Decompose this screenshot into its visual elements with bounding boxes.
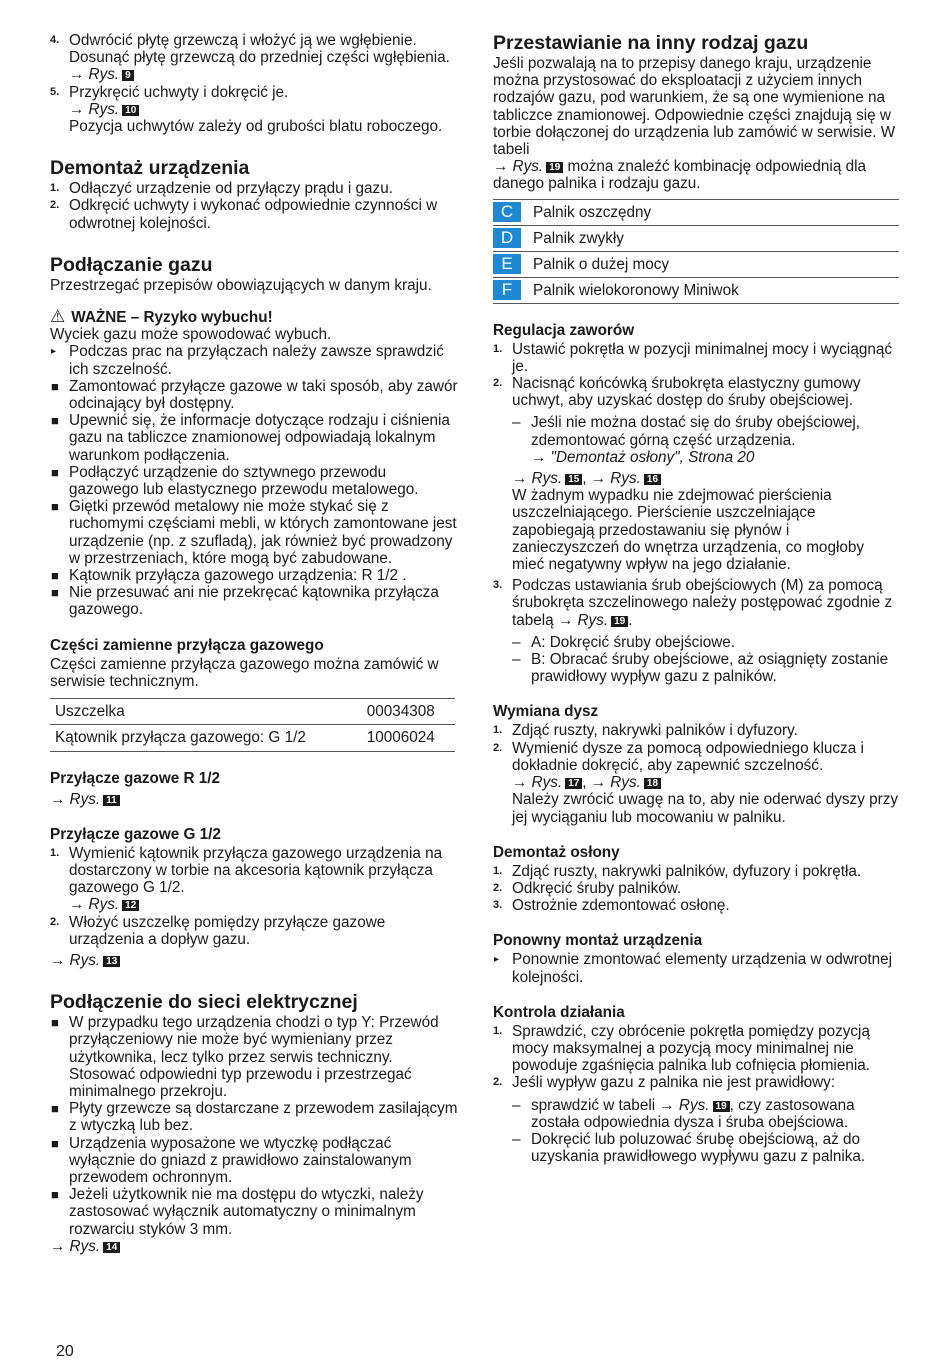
step-note: Pozycja uchwytów zależy od grubości blatu roboczego. (69, 118, 443, 136)
list-item (50, 464, 458, 498)
table-cell: Uszczelka (50, 699, 362, 725)
list-item (50, 498, 458, 567)
subsection-heading: Wymiana dysz (493, 703, 599, 721)
burner-name: Palnik oszczędny (533, 203, 652, 221)
figure-badge: 19 (546, 162, 563, 173)
note-text: W żadnym wypadku nie zdejmować pierścienia uszczelniającego. Pierścienie uszczelniające zapobiegają przedostawaniu się płynów i zanieczyszczeń do wnętrza urządzenia, co mogłoby mieć negatywny wpływ na jego działanie. (512, 487, 865, 574)
figure-badge: 13 (103, 956, 120, 967)
burner-letter: E (493, 254, 521, 274)
item-text: A: Dokręcić śruby obejściowe. (531, 633, 736, 651)
list-item (493, 863, 899, 880)
list-item (493, 341, 899, 375)
warning-heading (50, 308, 458, 326)
table-row (50, 699, 455, 725)
section-heading: Podłączanie gazu (50, 253, 213, 276)
step-number: 1. (493, 1024, 503, 1037)
arrow-bullet-icon: ▸ (494, 954, 500, 966)
cross-ref: → "Demontaż osłony", Strona 20 (531, 448, 755, 466)
figure-ref: → Rys. (50, 951, 101, 969)
burner-letter: C (493, 202, 521, 222)
warning-icon: ⚠ (50, 307, 66, 327)
step-number: 2. (50, 199, 60, 212)
spare-parts-table (50, 698, 455, 751)
list-item (50, 343, 458, 377)
figure-ref: → Rys. (512, 470, 563, 488)
step-number: 1. (50, 182, 60, 195)
figure-badge: 16 (644, 474, 661, 485)
list-item (50, 1135, 458, 1187)
item-text: Podłączyć urządzenie do sztywnego przewodu gazowego lub elastycznego przewodu metalowego. (69, 463, 419, 499)
figure-badge: 12 (122, 900, 139, 911)
step-number: 5. (50, 85, 60, 98)
arrow-bullet-icon: ▸ (51, 346, 57, 358)
list-item (493, 951, 899, 985)
figure-badge: 11 (103, 795, 120, 806)
table-cell (493, 251, 899, 277)
list-item (50, 584, 458, 618)
square-bullet-icon: ■ (51, 585, 59, 601)
table-row (50, 725, 455, 751)
figure-ref: → Rys. (50, 1237, 101, 1255)
list-item (493, 880, 899, 897)
step-number: 2. (50, 915, 60, 928)
step-text: Ustawić pokrętła w pozycji minimalnej mocy i wyciągnąć je. (512, 340, 892, 375)
table-row (493, 225, 899, 251)
step-text: Odłączyć urządzenie od przyłączy prądu i gazu. (69, 180, 393, 198)
list-item (493, 1023, 899, 1075)
list-item (50, 180, 458, 197)
figure-badge: 14 (103, 1242, 120, 1253)
figure-ref: → Rys. (50, 790, 101, 808)
figure-ref-line (50, 952, 458, 969)
subsection-heading: Przyłącze gazowe G 1/2 (50, 825, 221, 843)
step-text: Odkręcić śruby palników. (512, 879, 682, 897)
step-text: Nacisnąć końcówką śrubokręta elastyczny gumowy uchwyt, aby uzyskać dostęp do śruby obejściowej. (512, 375, 861, 410)
step-number: 3. (493, 899, 503, 912)
list-item: 3. Podczas ustawiania śrub obejściowych (M) za pomocą śrubokręta szczelinowego należy postępować zgodnie z tabelą → Rys. 19 . (493, 577, 893, 629)
table-cell: 10006024 (362, 725, 455, 751)
step-text: Zdjąć ruszty, nakrywki palników, dyfuzory i pokrętła. (512, 862, 862, 880)
section-heading: Podłączenie do sieci elektrycznej (50, 991, 358, 1014)
item-text: Urządzenia wyposażone we wtyczkę podłączać wyłącznie do gniazd z prawidłowo zainstalowanym przewodem ochronnym. (69, 1134, 412, 1186)
table-cell: 00034308 (362, 699, 455, 725)
step-text: Wymienić dysze za pomocą odpowiedniego klucza i dokładnie dokręcić, aby zapewnić szczelność. (512, 739, 864, 774)
paragraph-text: Jeśli pozwalają na to przepisy danego kraju, urządzenie można przystosować do eksploatacji z użyciem innych rodzajów gazu, pod warunkiem, że są one wymienione na tabliczce znamionowej. Odpowiednie części znajdują się w torbie dołączonej do urządzenia lub zamówić w serwisie. W tabeli (493, 55, 896, 159)
item-text: sprawdzić w tabeli (531, 1096, 656, 1114)
list-item (50, 32, 458, 84)
figure-ref: → Rys. (659, 1096, 710, 1114)
subsection-heading: Ponowny montaż urządzenia (493, 932, 703, 950)
list-item (493, 897, 899, 914)
dash-marker: – (512, 633, 521, 651)
warning-text: Wyciek gazu może spowodować wybuch. (50, 326, 332, 344)
item-text: , czy zastosowana została odpowiednia dysza i śruba obejściowa. (531, 1096, 855, 1131)
square-bullet-icon: ■ (51, 413, 59, 429)
step-text: Jeśli wypływ gazu z palnika nie jest prawidłowy: (512, 1074, 836, 1092)
item-text: Ponownie zmontować elementy urządzenia w odwrotnej kolejności. (512, 951, 893, 986)
list-item (493, 722, 899, 739)
step-text: Przykręcić uchwyty i dokręcić je. (69, 83, 289, 101)
table-row (493, 277, 899, 303)
figure-badge: 18 (644, 778, 661, 789)
subsection-heading: Części zamienne przyłącza gazowego (50, 636, 324, 654)
section-heading: Przestawianie na inny rodzaj gazu (493, 32, 809, 54)
list-item (50, 1100, 458, 1134)
step-text: Odkręcić uchwyty i wykonać odpowiednie czynności w odwrotnej kolejności. (69, 197, 438, 232)
item-text: Kątownik przyłącza gazowego urządzenia: R 1/2 . (69, 567, 407, 585)
square-bullet-icon: ■ (51, 1015, 59, 1031)
square-bullet-icon: ■ (51, 1187, 59, 1203)
list-item (50, 567, 458, 584)
figure-ref-line (50, 1238, 458, 1255)
figure-ref: → Rys. (512, 774, 563, 792)
figure-ref: → Rys. (69, 66, 120, 84)
step-number: 1. (493, 724, 503, 737)
step-number: 2. (493, 741, 503, 754)
list-item (50, 914, 458, 948)
dash-marker: – (512, 414, 521, 432)
table-cell (493, 225, 899, 251)
section-heading: Demontaż urządzenia (50, 157, 250, 180)
item-text: Płyty grzewcze są dostarczane z przewodem zasilającym z wtyczką lub bez. (69, 1100, 458, 1135)
item-text: W przypadku tego urządzenia chodzi o typ Y: Przewód przyłączeniowy nie może być wymieniany przez użytkownika, lecz tylko przez serwis techniczny. Stosować odpowiedni typ przewodu i przestrzegać minimalnego przekroju. (69, 1014, 439, 1100)
item-text: Upewnić się, że informacje dotyczące rodzaju i ciśnienia gazu na tabliczce znamionowej odpowiadają lokalnym warunkom podłączenia. (69, 412, 450, 464)
figure-ref: → Rys. (590, 470, 641, 488)
step-text: Podczas ustawiania śrub obejściowych (M) za pomocą śrubokręta szczelinowego należy postępować zgodnie z tabelą (512, 577, 893, 629)
step-number: 1. (493, 342, 503, 355)
page-number: 20 (56, 1343, 74, 1360)
figure-badge: 19 (611, 616, 628, 627)
figure-ref: → Rys. (69, 100, 120, 118)
item-text: Zamontować przyłącze gazowe w taki sposób, aby zawór odcinający był dostępny. (69, 377, 458, 413)
paragraph: Części zamienne przyłącza gazowego można zamówić w serwisie technicznym. (50, 655, 439, 690)
step-number: 2. (493, 881, 503, 894)
item-text: Dokręcić lub poluzować śrubę obejściową, aż do uzyskania prawidłowego wypływu gazu z palnika. (531, 1130, 866, 1166)
left-column (50, 32, 458, 1255)
figure-ref: → Rys. (557, 611, 609, 629)
step-text: Wymienić kątownik przyłącza gazowego urządzenia na dostarczony w torbie na akcesoria kątownik przyłącza gazowego G 1/2. (69, 844, 443, 897)
table-cell (493, 199, 899, 225)
dash-item (493, 1131, 899, 1165)
item-text: Jeśli nie można dostać się do śruby obejściowej, zdemontować górną część urządzenia. (531, 414, 861, 449)
step-number: 2. (493, 1076, 503, 1089)
step-text: Włożyć uszczelkę pomiędzy przyłącze gazowe urządzenia a dopływ gazu. (69, 913, 386, 948)
figure-badge: 17 (565, 778, 582, 789)
dash-item (493, 414, 899, 466)
list-item (50, 378, 458, 412)
subsection-heading: Demontaż osłony (493, 843, 620, 861)
burner-name: Palnik wielokoronowy Miniwok (533, 281, 739, 299)
warning-title: WAŻNE – Ryzyko wybuchu! (71, 309, 273, 327)
right-column (493, 32, 899, 1165)
burner-table (493, 199, 899, 304)
step-text: Sprawdzić, czy obrócenie pokrętła pomiędzy pozycją mocy maksymalnej a pozycją mocy minimalnej nie powoduje zgaśnięcia palnika lub cofnięcia płomienia. (512, 1022, 871, 1075)
step-number: 4. (50, 34, 60, 46)
step-text: Zdjąć ruszty, nakrywki palników i dyfuzory. (512, 722, 798, 740)
item-text: B: Obracać śruby obejściowe, aż osiągnięty zostanie prawidłowy wypływ gazu z palników. (531, 651, 889, 686)
figure-badge: 19 (713, 1101, 730, 1112)
list-item: 2. Wymienić dysze za pomocą odpowiedniego klucza i dokładnie dokręcić, aby zapewnić szczelność. → Rys. 17 , → Rys. 18 Należy zwrócić uwagę na to, aby nie oderwać dyszy przy jej wyciąganiu lub mocowaniu w palniku. (493, 739, 898, 826)
step-number: 2. (493, 377, 503, 390)
burner-letter: F (493, 280, 521, 300)
figure-badge: 9 (122, 70, 134, 81)
figure-badge: 10 (122, 105, 139, 116)
square-bullet-icon: ■ (51, 464, 59, 480)
square-bullet-icon: ■ (51, 1135, 59, 1151)
item-text: Podczas prac na przyłączach należy zawsze sprawdzić ich szczelność. (69, 343, 444, 378)
subsection-heading: Regulacja zaworów (493, 321, 635, 339)
burner-name: Palnik zwykły (533, 229, 624, 247)
list-item (50, 412, 458, 464)
figure-ref: → Rys. (69, 896, 120, 914)
square-bullet-icon: ■ (51, 1101, 59, 1117)
list-item (493, 1074, 899, 1091)
figure-ref-line: → Rys. 15 , → Rys. 16 W żadnym wypadku nie zdejmować pierścienia uszczelniającego. Pierścienie uszczelniające zapobiegają przedostawaniu się płynów i zanieczyszczeń do wnętrza urządzenia, co mogłoby mieć negatywny wpływ na jego działanie. (512, 470, 865, 574)
dash-marker: – (512, 1096, 521, 1114)
step-number: 3. (493, 579, 503, 592)
paragraph: Przestrzegać przepisów obowiązujących w danym kraju. (50, 276, 432, 294)
dash-marker: – (512, 1130, 521, 1148)
subsection-heading: Kontrola działania (493, 1003, 625, 1021)
table-cell: Kątownik przyłącza gazowego: G 1/2 (50, 725, 362, 751)
step-text: Ostrożnie zdemontować osłonę. (512, 897, 730, 915)
step-number: 1. (50, 846, 60, 859)
burner-name: Palnik o dużej mocy (533, 255, 670, 273)
step-text: Odwrócić płytę grzewczą i włożyć ją we wgłębienie. Dosunąć płytę grzewczą do przedniej części wgłębienia. (69, 32, 450, 67)
paragraph (493, 55, 899, 193)
paragraph-text: można znaleźć kombinację odpowiednią dla danego palnika i rodzaju gazu. (493, 158, 866, 193)
list-item (50, 1014, 458, 1100)
dash-item (493, 634, 899, 651)
figure-badge: 15 (565, 474, 582, 485)
burner-letter: D (493, 228, 521, 248)
square-bullet-icon: ■ (51, 568, 59, 584)
list-item (50, 1186, 458, 1238)
figure-ref: → Rys. (493, 158, 544, 176)
list-item (50, 845, 458, 914)
square-bullet-icon: ■ (51, 378, 59, 394)
step-number: 1. (493, 864, 503, 877)
square-bullet-icon: ■ (51, 499, 59, 515)
table-row (493, 251, 899, 277)
dash-item (493, 1097, 899, 1131)
list-item (50, 197, 458, 231)
subsection-heading: Przyłącze gazowe R 1/2 (50, 769, 221, 787)
figure-ref-line (50, 791, 458, 808)
item-text: Jeżeli użytkownik nie ma dostępu do wtyczki, należy zastosować wyłącznik automatyczny o minimalnym rozwarciu styków 3 mm. (69, 1186, 424, 1238)
dash-marker: – (512, 651, 521, 669)
note-text: Należy zwrócić uwagę na to, aby nie oderwać dyszy przy jej wyciąganiu lub mocowaniu w palniku. (512, 791, 898, 826)
figure-ref: → Rys. (590, 774, 641, 792)
dash-item (493, 651, 899, 685)
table-cell (493, 277, 899, 303)
table-row (493, 199, 899, 225)
item-text: Giętki przewód metalowy nie może stykać się z ruchomymi częściami mebli, w których zamontowane jest urządzenie (np. z szufladą), jak również być prowadzony w przestrzeniach, które mogą być zabudowane. (69, 498, 457, 567)
item-text: Nie przesuwać ani nie przekręcać kątownika przyłącza gazowego. (69, 584, 439, 619)
list-item (493, 375, 899, 409)
list-item (50, 84, 458, 136)
